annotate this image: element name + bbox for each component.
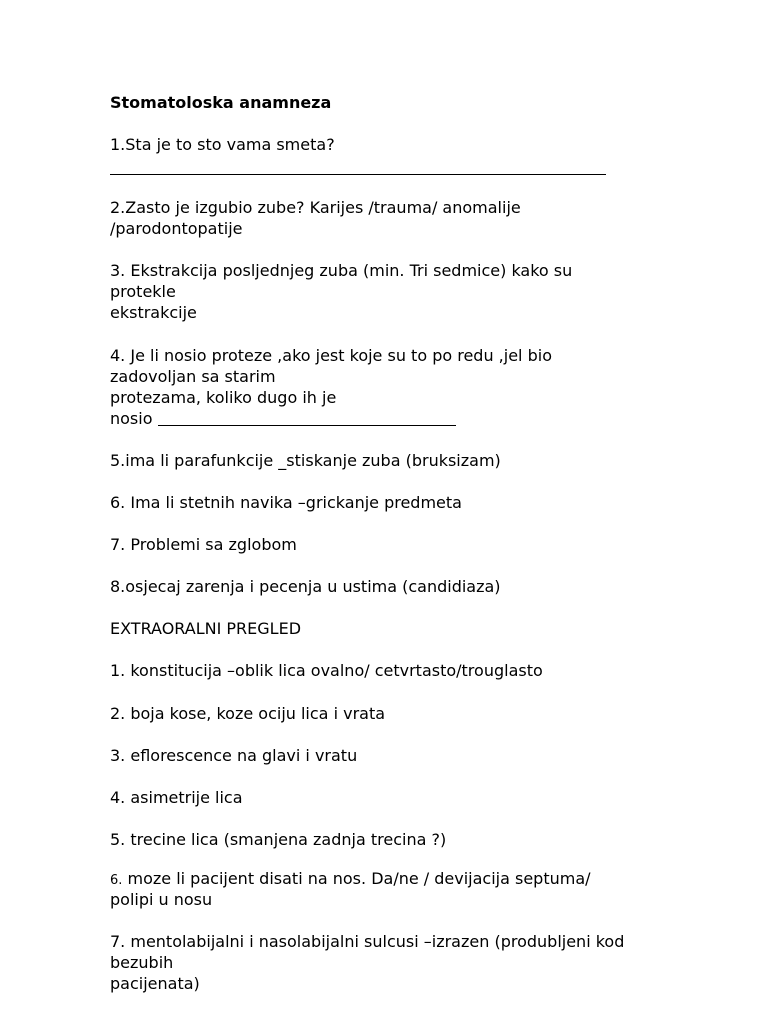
exam-item-4: 4. asimetrije lica <box>110 788 243 807</box>
question-5: 5.ima li parafunkcije _stiskanje zuba (bruksizam) <box>110 451 501 470</box>
question-2-line-1: 2.Zasto je izgubio zube? Karijes /trauma/ anomalije <box>110 198 521 217</box>
exam-item-3: 3. eflorescence na glavi i vratu <box>110 746 358 765</box>
question-6: 6. Ima li stetnih navika –grickanje predmeta <box>110 493 462 512</box>
exam-item-2: 2. boja kose, koze ociju lica i vrata <box>110 704 386 723</box>
question-8: 8.osjecaj zarenja i pecenja u ustima (candidiaza) <box>110 577 501 596</box>
question-3-line-1: 3. Ekstrakcija posljednjeg zuba (min. Tri sedmice) kako su <box>110 261 573 280</box>
question-3-line-3: ekstrakcije <box>110 303 197 322</box>
question-3-line-2: protekle <box>110 282 176 301</box>
exam-item-6-line-2: polipi u nosu <box>110 890 213 909</box>
exam-item-7-line-2: bezubih <box>110 953 174 972</box>
question-4-line-4: nosio <box>110 409 153 428</box>
exam-item-5: 5. trecine lica (smanjena zadnja trecina ?) <box>110 830 447 849</box>
question-4-line-3: protezama, koliko dugo ih je <box>110 388 337 407</box>
exam-item-7-line-3: pacijenata) <box>110 974 200 993</box>
question-2-line-2: /parodontopatije <box>110 219 243 238</box>
section-heading-extraoralni: EXTRAORALNI PREGLED <box>110 619 302 638</box>
exam-item-1: 1. konstitucija –oblik lica ovalno/ cetvrtasto/trouglasto <box>110 661 543 680</box>
question-4-line-1: 4. Je li nosio proteze ,ako jest koje su to po redu ,jel bio <box>110 346 552 365</box>
question-7: 7. Problemi sa zglobom <box>110 535 297 554</box>
answer-line-1 <box>110 174 606 175</box>
exam-item-6-text: moze li pacijent disati na nos. Da/ne / devijacija septuma/ <box>127 869 591 888</box>
question-1: 1.Sta je to sto vama smeta? <box>110 135 335 154</box>
answer-line-4 <box>158 425 456 426</box>
document-title: Stomatoloska anamneza <box>110 93 332 112</box>
exam-item-6-number: 6. <box>110 873 123 888</box>
question-4-line-2: zadovoljan sa starim <box>110 367 276 386</box>
exam-item-6-line-1 <box>110 868 710 891</box>
exam-item-7-line-1: 7. mentolabijalni i nasolabijalni sulcusi –izrazen (produbljeni kod <box>110 932 625 951</box>
